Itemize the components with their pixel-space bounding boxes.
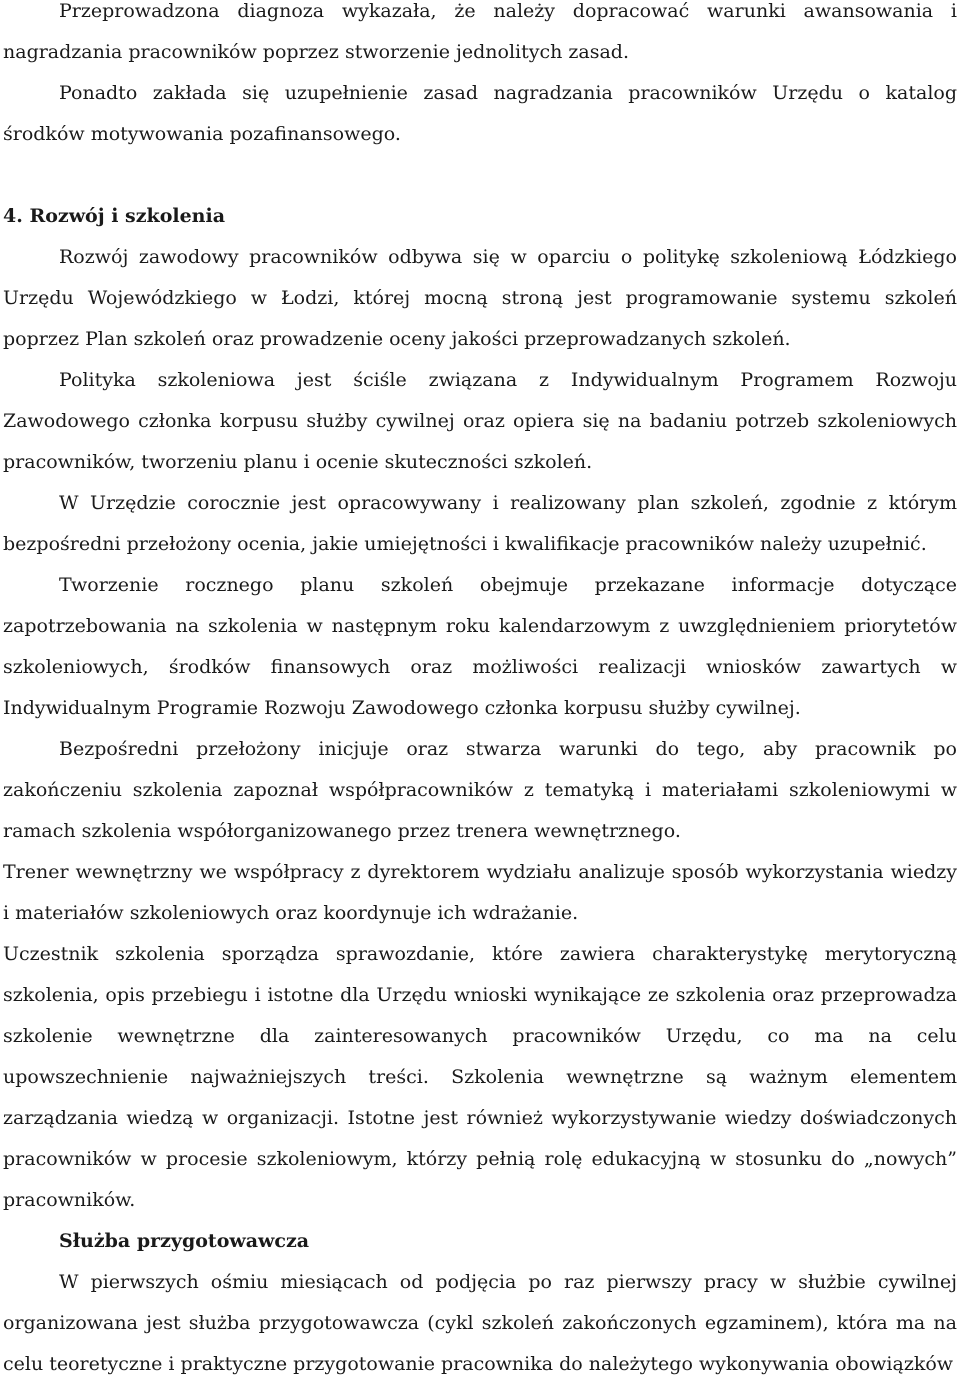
section-heading: 4. Rozwój i szkolenia: [3, 205, 226, 227]
intro-paragraph-2: Ponadto zakłada się uzupełnienie zasad nagradzania pracowników Urzędu o katalog środków motywowania pozafinansowego.: [3, 82, 957, 145]
section-paragraph: W Urzędzie corocznie jest opracowywany i realizowany plan szkoleń, zgodnie z którym bezpośredni przełożony ocenia, jakie umiejętności i kwalifikacje pracowników należy uzupełnić.: [3, 492, 957, 555]
subsection-paragraph: W pierwszych ośmiu miesiącach od podjęcia po raz pierwszy pracy w służbie cywilnej organizowana jest służba przygotowawcza (cykl szkoleń zakończonych egzaminem), która ma na celu teoretyczne i praktyczne przygotowanie pracownika do należytego wykonywania obowiązków: [3, 1271, 957, 1375]
subsection-heading: Służba przygotowawcza: [59, 1230, 310, 1252]
section-paragraph: Polityka szkoleniowa jest ściśle związana z Indywidualnym Programem Rozwoju Zawodowego członka korpusu służby cywilnej oraz opiera się na badaniu potrzeb szkoleniowych pracowników, tworzeniu planu i ocenie skuteczności szkoleń.: [3, 369, 957, 473]
intro-paragraph-1: Przeprowadzona diagnoza wykazała, że należy dopracować warunki awansowania i nagradzania pracowników poprzez stworzenie jednolitych zasad.: [3, 0, 957, 63]
section-paragraph: Tworzenie rocznego planu szkoleń obejmuje przekazane informacje dotyczące zapotrzebowania na szkolenia w następnym roku kalendarzowym z uwzględnieniem priorytetów szkoleniowych, środków finansowych oraz możliwości realizacji wniosków zawartych w Indywidualnym Programie Rozwoju Zawodowego członka korpusu służby cywilnej.: [3, 574, 957, 719]
section-paragraph: Uczestnik szkolenia sporządza sprawozdanie, które zawiera charakterystykę merytoryczną szkolenia, opis przebiegu i istotne dla Urzędu wnioski wynikające ze szkolenia oraz przeprowadza szkolenie wewnętrzne dla zainteresowanych pracowników Urzędu, co ma na celu upowszechnienie najważniejszych treści. Szkolenia wewnętrzne są ważnym elementem zarządzania wiedzą w organizacji. Istotne jest również wykorzystywanie wiedzy doświadczonych pracowników w procesie szkoleniowym, którzy pełnią rolę edukacyjną w stosunku do „nowych” pracowników.: [3, 943, 957, 1211]
section-paragraph: Trener wewnętrzny we współpracy z dyrektorem wydziału analizuje sposób wykorzystania wiedzy i materiałów szkoleniowych oraz koordynuje ich wdrażanie.: [3, 861, 957, 924]
section-paragraph: Rozwój zawodowy pracowników odbywa się w oparciu o politykę szkoleniową Łódzkiego Urzędu Wojewódzkiego w Łodzi, której mocną stroną jest programowanie systemu szkoleń poprzez Plan szkoleń oraz prowadzenie oceny jakości przeprowadzanych szkoleń.: [3, 246, 957, 350]
document-page: [3, 0, 957, 1385]
section-paragraph: Bezpośredni przełożony inicjuje oraz stwarza warunki do tego, aby pracownik po zakończeniu szkolenia zapoznał współpracowników z tematyką i materiałami szkoleniowymi w ramach szkolenia współorganizowanego przez trenera wewnętrznego.: [3, 738, 957, 842]
